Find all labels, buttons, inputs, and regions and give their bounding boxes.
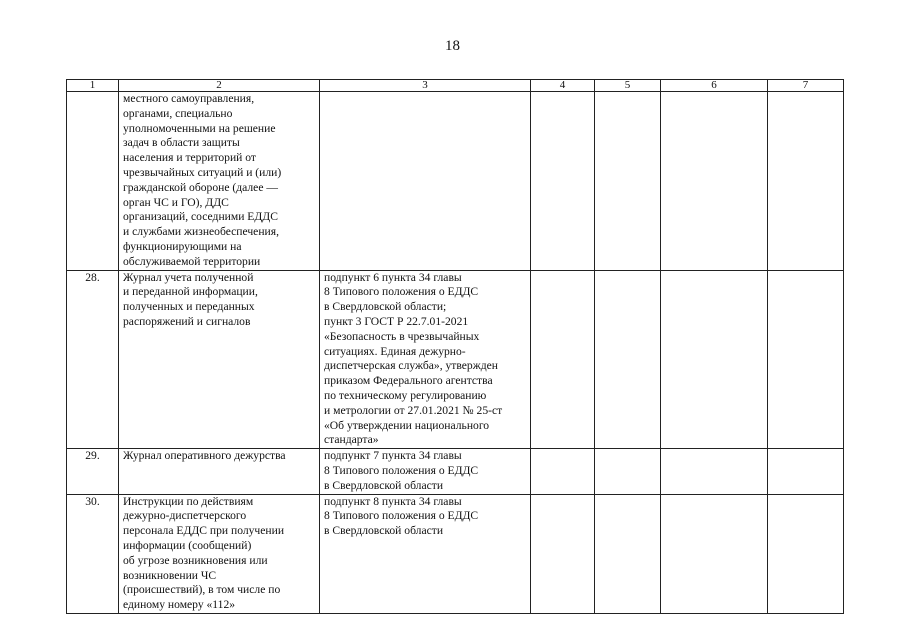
column-header: 5 (595, 80, 661, 92)
empty-cell (595, 494, 661, 613)
legal-basis-cell: подпункт 8 пункта 34 главы 8 Типового положения о ЕДДС в Свердловской области (320, 494, 531, 613)
empty-cell (768, 449, 844, 494)
empty-cell (531, 494, 595, 613)
table-row (67, 449, 844, 494)
row-number-cell (67, 92, 119, 271)
empty-cell (531, 449, 595, 494)
empty-cell (661, 92, 768, 271)
column-header: 2 (119, 80, 320, 92)
document-name-cell: Журнал учета полученной и переданной информации, полученных и переданных распоряжений и сигналов (119, 270, 320, 449)
column-header: 1 (67, 80, 119, 92)
empty-cell (531, 92, 595, 271)
column-header: 4 (531, 80, 595, 92)
empty-cell (768, 92, 844, 271)
column-header: 3 (320, 80, 531, 92)
column-header: 7 (768, 80, 844, 92)
empty-cell (661, 270, 768, 449)
document-name-cell: Инструкции по действиям дежурно-диспетчерского персонала ЕДДС при получении информации (сообщений) об угрозе возникновения или возникновении ЧС (происшествий), в том числе по единому номеру «112» (119, 494, 320, 613)
row-number-cell: 30. (67, 494, 119, 613)
table-row-continuation (67, 92, 844, 271)
column-header: 6 (661, 80, 768, 92)
empty-cell (768, 494, 844, 613)
legal-basis-cell: подпункт 6 пункта 34 главы 8 Типового положения о ЕДДС в Свердловской области; пункт 3 ГОСТ Р 22.7.01-2021 «Безопасность в чрезвычайных ситуациях. Единая дежурно- диспетчерская служба», утвержден приказом Федерального агентства по техническому регулированию и метрологии от 27.01.2021 № 25-ст «Об утверждении национального стандарта» (320, 270, 531, 449)
table-row (67, 270, 844, 449)
page-number: 18 (445, 38, 460, 54)
header-row (67, 80, 844, 92)
document-name-cell: местного самоуправления, органами, специально уполномоченными на решение задач в области защиты населения и территорий от чрезвычайных ситуаций и (или) гражданской обороне (далее — орган ЧС и ГО), ДДС организаций, соседними ЕДДС и службами жизнеобеспечения, функционирующими на обслуживаемой территории (119, 92, 320, 271)
document-name-cell: Журнал оперативного дежурства (119, 449, 320, 494)
documents-table (66, 79, 844, 614)
row-number-cell: 28. (67, 270, 119, 449)
table-row (67, 494, 844, 613)
empty-cell (768, 270, 844, 449)
legal-basis-cell (320, 92, 531, 271)
empty-cell (531, 270, 595, 449)
empty-cell (661, 494, 768, 613)
empty-cell (661, 449, 768, 494)
empty-cell (595, 92, 661, 271)
legal-basis-cell: подпункт 7 пункта 34 главы 8 Типового положения о ЕДДС в Свердловской области (320, 449, 531, 494)
row-number-cell: 29. (67, 449, 119, 494)
empty-cell (595, 449, 661, 494)
empty-cell (595, 270, 661, 449)
